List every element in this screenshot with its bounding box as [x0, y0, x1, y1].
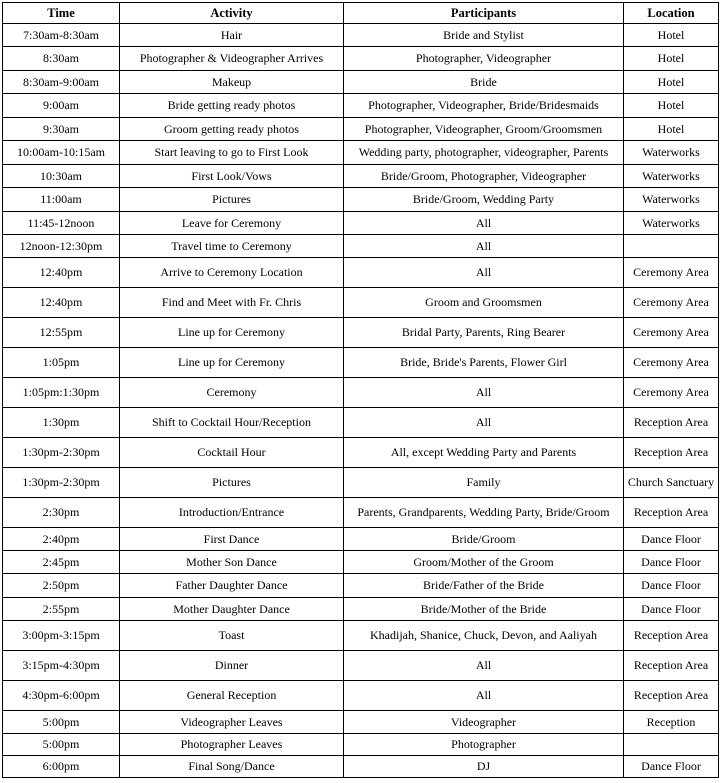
table-row — [3, 651, 719, 681]
participants-cell: All — [344, 378, 624, 408]
table-row — [3, 24, 719, 47]
participants-cell: All — [344, 258, 624, 288]
activity-cell: Travel time to Ceremony — [120, 235, 344, 258]
location-cell — [624, 235, 719, 258]
table-row — [3, 47, 719, 71]
time-cell: 10:00am-10:15am — [3, 141, 120, 165]
participants-cell: Groom/Mother of the Groom — [344, 551, 624, 574]
time-cell: 2:30pm — [3, 498, 120, 528]
table-row — [3, 188, 719, 212]
time-cell: 1:30pm-2:30pm — [3, 438, 120, 468]
table-row — [3, 551, 719, 574]
activity-cell: Groom getting ready photos — [120, 118, 344, 141]
table-row — [3, 118, 719, 141]
participants-cell: All — [344, 408, 624, 438]
participants-cell: Bride/Groom, Photographer, Videographer — [344, 165, 624, 188]
location-cell: Ceremony Area — [624, 348, 719, 378]
time-cell: 5:00pm — [3, 711, 120, 734]
participants-cell: Photographer, Videographer, Groom/Groomsmen — [344, 118, 624, 141]
table-row — [3, 468, 719, 498]
participants-cell: Family — [344, 468, 624, 498]
activity-cell: Dinner — [120, 651, 344, 681]
location-cell: Dance Floor — [624, 598, 719, 621]
time-cell: 10:30am — [3, 165, 120, 188]
location-cell: Reception Area — [624, 438, 719, 468]
schedule-body — [3, 24, 719, 778]
participants-cell: Bride/Father of the Bride — [344, 574, 624, 598]
location-cell: Reception Area — [624, 408, 719, 438]
table-row — [3, 235, 719, 258]
time-cell: 1:30pm-2:30pm — [3, 468, 120, 498]
activity-cell: Start leaving to go to First Look — [120, 141, 344, 165]
activity-cell: Mother Daughter Dance — [120, 598, 344, 621]
participants-cell: Bridal Party, Parents, Ring Bearer — [344, 318, 624, 348]
table-row — [3, 498, 719, 528]
participants-cell: Photographer — [344, 734, 624, 756]
activity-cell: Bride getting ready photos — [120, 94, 344, 118]
location-cell: Hotel — [624, 47, 719, 71]
activity-cell: Toast — [120, 621, 344, 651]
location-cell — [624, 734, 719, 756]
location-cell: Ceremony Area — [624, 288, 719, 318]
activity-cell: General Reception — [120, 681, 344, 711]
activity-cell: Pictures — [120, 188, 344, 212]
participants-cell: Bride/Groom — [344, 528, 624, 551]
location-cell: Waterworks — [624, 141, 719, 165]
table-row — [3, 711, 719, 734]
table-row — [3, 288, 719, 318]
participants-cell: Bride — [344, 71, 624, 94]
table-row — [3, 258, 719, 288]
participants-cell: All, except Wedding Party and Parents — [344, 438, 624, 468]
table-row — [3, 574, 719, 598]
participants-cell: Videographer — [344, 711, 624, 734]
header-row — [3, 3, 719, 24]
table-row — [3, 756, 719, 778]
time-cell: 2:50pm — [3, 574, 120, 598]
participants-cell: Groom and Groomsmen — [344, 288, 624, 318]
location-cell: Hotel — [624, 24, 719, 47]
time-cell: 11:00am — [3, 188, 120, 212]
time-cell: 2:40pm — [3, 528, 120, 551]
time-cell: 1:05pm:1:30pm — [3, 378, 120, 408]
table-row — [3, 734, 719, 756]
table-row — [3, 141, 719, 165]
activity-cell: Videographer Leaves — [120, 711, 344, 734]
location-cell: Dance Floor — [624, 574, 719, 598]
table-row — [3, 318, 719, 348]
activity-cell: Shift to Cocktail Hour/Reception — [120, 408, 344, 438]
location-cell: Waterworks — [624, 165, 719, 188]
location-cell: Hotel — [624, 71, 719, 94]
header-location: Location — [624, 3, 719, 24]
time-cell: 8:30am — [3, 47, 120, 71]
participants-cell: Khadijah, Shanice, Chuck, Devon, and Aaliyah — [344, 621, 624, 651]
participants-cell: Photographer, Videographer — [344, 47, 624, 71]
table-row — [3, 165, 719, 188]
participants-cell: Bride/Mother of the Bride — [344, 598, 624, 621]
table-row — [3, 681, 719, 711]
table-row — [3, 378, 719, 408]
participants-cell: All — [344, 681, 624, 711]
activity-cell: Line up for Ceremony — [120, 348, 344, 378]
activity-cell: Hair — [120, 24, 344, 47]
activity-cell: Pictures — [120, 468, 344, 498]
location-cell: Reception Area — [624, 498, 719, 528]
location-cell: Ceremony Area — [624, 318, 719, 348]
time-cell: 5:00pm — [3, 734, 120, 756]
time-cell: 9:00am — [3, 94, 120, 118]
activity-cell: Final Song/Dance — [120, 756, 344, 778]
table-row — [3, 71, 719, 94]
activity-cell: Father Daughter Dance — [120, 574, 344, 598]
table-row — [3, 348, 719, 378]
time-cell: 12noon-12:30pm — [3, 235, 120, 258]
activity-cell: Makeup — [120, 71, 344, 94]
activity-cell: Mother Son Dance — [120, 551, 344, 574]
time-cell: 1:30pm — [3, 408, 120, 438]
time-cell: 12:40pm — [3, 258, 120, 288]
location-cell: Dance Floor — [624, 756, 719, 778]
location-cell: Hotel — [624, 118, 719, 141]
activity-cell: Photographer & Videographer Arrives — [120, 47, 344, 71]
location-cell: Reception Area — [624, 651, 719, 681]
participants-cell: Parents, Grandparents, Wedding Party, Bride/Groom — [344, 498, 624, 528]
activity-cell: Arrive to Ceremony Location — [120, 258, 344, 288]
location-cell: Ceremony Area — [624, 258, 719, 288]
time-cell: 8:30am-9:00am — [3, 71, 120, 94]
header-time: Time — [3, 3, 120, 24]
table-row — [3, 94, 719, 118]
time-cell: 12:40pm — [3, 288, 120, 318]
time-cell: 3:00pm-3:15pm — [3, 621, 120, 651]
location-cell: Reception — [624, 711, 719, 734]
activity-cell: Introduction/Entrance — [120, 498, 344, 528]
activity-cell: Cocktail Hour — [120, 438, 344, 468]
table-row — [3, 408, 719, 438]
location-cell: Waterworks — [624, 188, 719, 212]
activity-cell: Leave for Ceremony — [120, 212, 344, 235]
location-cell: Dance Floor — [624, 551, 719, 574]
table-row — [3, 528, 719, 551]
participants-cell: Bride, Bride's Parents, Flower Girl — [344, 348, 624, 378]
time-cell: 9:30am — [3, 118, 120, 141]
time-cell: 1:05pm — [3, 348, 120, 378]
time-cell: 3:15pm-4:30pm — [3, 651, 120, 681]
location-cell: Hotel — [624, 94, 719, 118]
table-row — [3, 598, 719, 621]
activity-cell: Ceremony — [120, 378, 344, 408]
location-cell: Dance Floor — [624, 528, 719, 551]
time-cell: 7:30am-8:30am — [3, 24, 120, 47]
location-cell: Church Sanctuary — [624, 468, 719, 498]
location-cell: Reception Area — [624, 681, 719, 711]
table-row — [3, 438, 719, 468]
location-cell: Ceremony Area — [624, 378, 719, 408]
table-row — [3, 212, 719, 235]
time-cell: 2:55pm — [3, 598, 120, 621]
schedule-table — [2, 2, 719, 778]
activity-cell: Line up for Ceremony — [120, 318, 344, 348]
time-cell: 4:30pm-6:00pm — [3, 681, 120, 711]
participants-cell: Bride/Groom, Wedding Party — [344, 188, 624, 212]
location-cell: Reception Area — [624, 621, 719, 651]
activity-cell: Find and Meet with Fr. Chris — [120, 288, 344, 318]
activity-cell: First Dance — [120, 528, 344, 551]
participants-cell: Bride and Stylist — [344, 24, 624, 47]
participants-cell: Photographer, Videographer, Bride/Bridesmaids — [344, 94, 624, 118]
participants-cell: DJ — [344, 756, 624, 778]
time-cell: 12:55pm — [3, 318, 120, 348]
participants-cell: Wedding party, photographer, videographer, Parents — [344, 141, 624, 165]
activity-cell: Photographer Leaves — [120, 734, 344, 756]
location-cell: Waterworks — [624, 212, 719, 235]
time-cell: 2:45pm — [3, 551, 120, 574]
table-row — [3, 621, 719, 651]
time-cell: 6:00pm — [3, 756, 120, 778]
activity-cell: First Look/Vows — [120, 165, 344, 188]
participants-cell: All — [344, 235, 624, 258]
header-participants: Participants — [344, 3, 624, 24]
participants-cell: All — [344, 651, 624, 681]
header-activity: Activity — [120, 3, 344, 24]
participants-cell: All — [344, 212, 624, 235]
time-cell: 11:45-12noon — [3, 212, 120, 235]
